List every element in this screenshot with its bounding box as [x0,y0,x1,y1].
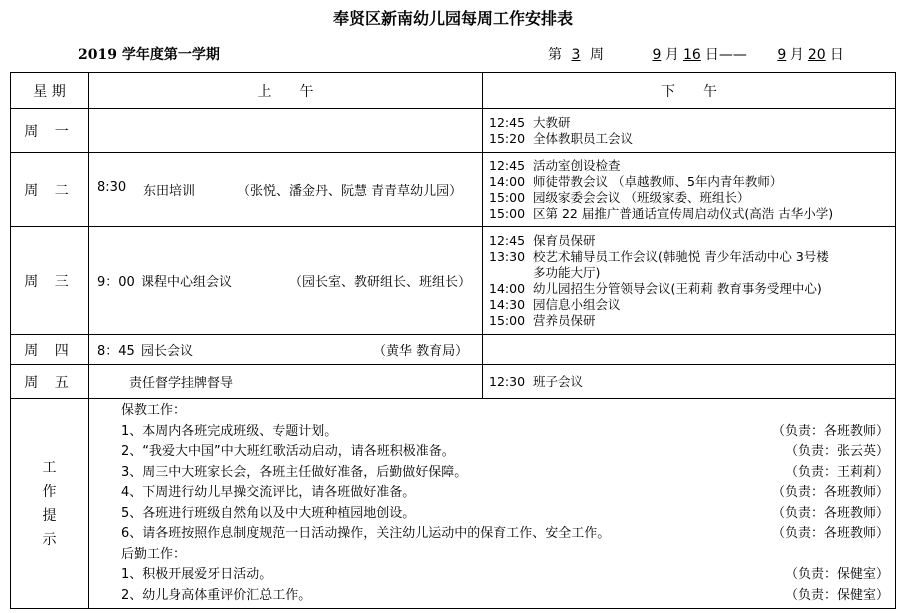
day-row-friday [11,365,896,399]
am-item: 8：45 园长会议 （黄华 教育局） [97,344,469,359]
pm-item: 15:00 营养员保研 [489,312,596,328]
am-item: 9：00 课程中心组会议 （园长室、教研组长、班组长） [97,275,472,290]
am-cell [89,153,483,227]
tip-line: 2、“我爱大中国”中大班红歌活动启动，请各班积极准备。 （负责：张云英） [121,444,889,459]
week-suffix: 周 [590,47,604,63]
schedule-table [10,72,896,609]
tip-line: 2、幼儿身高体重评价汇总工作。 （负责：保健室） [121,587,889,603]
week-prefix: 第 [548,47,562,63]
pm-item: 14:00 师徒带教会议 （卓越教师、5年内青年教师） [489,173,783,189]
tip-line: 保教工作： [121,403,187,418]
pm-item: 15:00 园级家委会会议 （班级家委、班组长） [489,189,750,205]
week-range [548,44,844,64]
day-row-monday [11,109,896,153]
pm-item: 多功能大厅) [533,264,601,280]
end-day: 20 [807,47,826,63]
pm-item: 12:30 班子会议 [489,373,584,389]
start-month: 9 [652,47,662,63]
tips-row [11,399,896,609]
tips-content [89,399,896,609]
page-title: 奉贤区新南幼儿园每周工作安排表 [332,9,573,28]
day-row-tuesday [11,153,896,227]
tip-line: 1、积极开展爱牙日活动。 （负责：保健室） [121,567,889,582]
tip-line: 3、周三中大班家长会，各班主任做好准备，后勤做好保障。 （负责：王莉莉） [121,464,889,480]
day-label: 周 一 [11,109,89,153]
pm-cell [483,227,896,335]
pm-item: 15:20 全体教职员工会议 [489,130,634,146]
am-item: 8:30 东田培训 （张悦、潘金丹、阮慧 青青草幼儿园） [97,180,463,199]
pm-item: 14:00 幼儿园招生分管领导会议(王莉莉 教育事务受理中心) [489,280,822,296]
end-month: 9 [777,47,787,63]
am-cell [89,109,483,153]
pm-item: 12:45 活动室创设检查 [489,157,621,173]
day-label: 周 四 [11,335,89,365]
term-label: 2019 学年度第一学期 [78,47,220,63]
pm-item: 12:45 保育员保研 [489,232,596,248]
header-am: 上 午 [89,73,483,109]
day-label: 周 二 [11,153,89,227]
month-label-2: 月 [789,47,804,63]
tips-label: 工 作 提 示 [11,399,89,609]
am-item: 责任督学挂牌督导 [129,376,234,391]
pm-cell [483,109,896,153]
header-pm: 下 午 [483,73,896,109]
tip-line: 5、各班进行班级自然角以及中大班种植园地创设。 （负责：各班教师） [121,505,889,521]
pm-cell [483,153,896,227]
week-number: 3 [571,47,581,63]
am-cell [89,365,483,399]
pm-item: 15:00 区第 22 届推广普通话宣传周启动仪式(高浩 古华小学) [489,205,834,221]
tip-line: 4、下周进行幼儿早操交流评比，请各班做好准备。 （负责：各班教师） [121,485,889,500]
header-row [11,73,896,109]
day-row-wednesday [11,227,896,335]
pm-cell [483,335,896,365]
day-label: 周 五 [11,365,89,399]
am-cell [89,227,483,335]
tip-line: 6、请各班按照作息制度规范一日活动操作，关注幼儿运动中的保育工作、安全工作。 （负责：各班教师） [121,526,889,541]
day-row-thursday [11,335,896,365]
tip-line: 1、本周内各班完成班级、专题计划。 （负责：各班教师） [121,423,889,439]
day-label-2: 日 [829,47,844,63]
pm-item: 12:45 大教研 [489,114,571,130]
pm-cell [483,365,896,399]
tip-line: 后勤工作： [121,546,187,562]
month-label-1: 月 [664,47,679,63]
start-day: 16 [682,47,701,63]
day-dash: 日—— [704,47,747,63]
am-cell [89,335,483,365]
day-label: 周 三 [11,227,89,335]
pm-item: 13:30 校艺术辅导员工作会议(韩驰悦 青少年活动中心 3号楼 [489,248,829,264]
pm-item: 14:30 园信息小组会议 [489,296,621,312]
header-day: 星 期 [11,73,89,109]
